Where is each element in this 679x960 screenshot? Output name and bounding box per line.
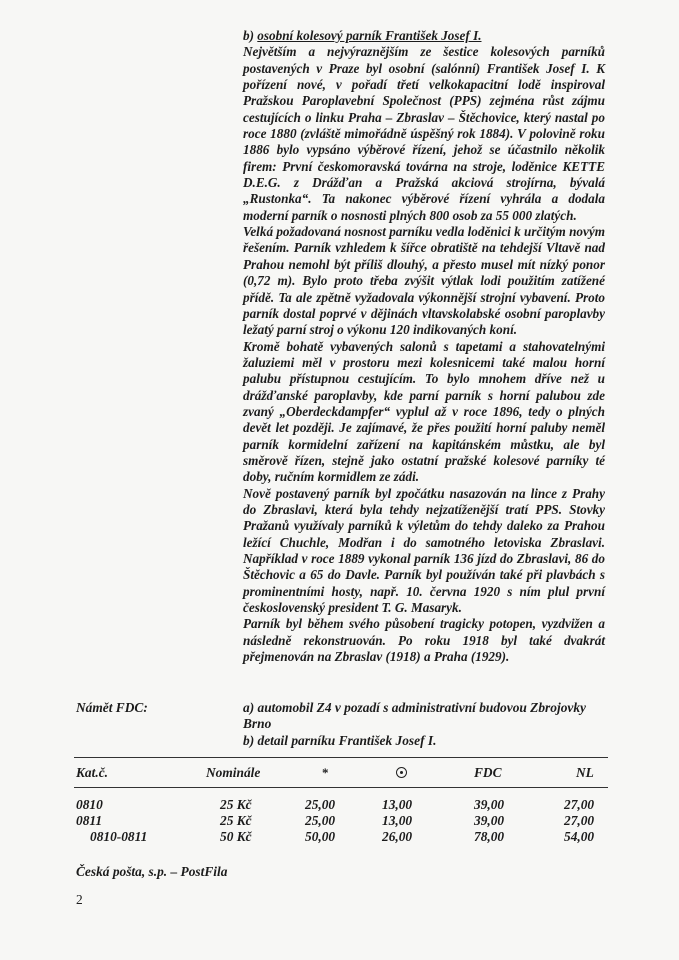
heading-prefix: b) [243,28,258,43]
cell-nominal: 25 Kč [220,813,252,828]
cell-used: 26,00 [382,829,413,844]
cell-nominal: 25 Kč [220,797,252,812]
paragraph: Velká požadovaná nosnost parníku vedla loděnici k určitým novým řešením. Parník vzhledem k šířce obratiště na tehdejší Vltavě nad Prahou nemohl být příliš dlouhý, a přesto musel mít nízký ponor (0,72 m). Bylo proto třeba zvýšit výtlak lodi použitím zatížené přídě. Ta ale zpětně vyžadovala výkonnější strojní vybavení. Proto parník dostal poprvé v dějinách vltavskolabské osobní paroplavby ležatý parní stroj o výkonu 120 indikovaných koní. [243,224,605,338]
table-top-rule [74,757,608,758]
cell-mint: 25,00 [305,797,336,812]
page-number: 2 [76,892,83,907]
cell-fdc: 39,00 [474,813,505,828]
mint-stamp-icon: * [322,765,329,780]
cell-cat: 0810-0811 [90,829,148,844]
table-header-rule [74,787,608,788]
cell-nominal: 50 Kč [220,829,252,844]
header-cat: Kat.č. [76,765,108,780]
footer-publisher [76,864,227,880]
cell-nl: 27,00 [564,797,595,812]
table-row [76,813,608,829]
paragraph: Nově postavený parník byl zpočátku nasazován na lince z Prahy do Zbraslavi, která byla tehdy nejzatíženější tratí PPS. Stovky Pražanů využívaly parníků k výletům do tehdy daleko za Prahou ležící Chuchle, Modřan i do samotného letoviska Zbraslavi. Například v roce 1889 vykonal parník 136 jízd do Zbraslavi, 86 do Štěchovic a 65 do Davle. Parník byl používán také při plavbách s prominentními hosty, např. 10. června 1920 s ním plul první československý president T. G. Masaryk. [243,485,605,616]
footer-dash: – [167,864,181,879]
header-nl: NL [576,765,594,780]
footer-brand: PostFila [180,864,228,879]
cell-nl: 27,00 [564,813,595,828]
cancelled-stamp-icon [396,765,407,781]
table-row [76,797,608,813]
heading-title: osobní kolesový parník František Josef I. [257,28,482,43]
footer-org: Česká pošta, s.p. [76,864,168,879]
header-nominal: Nominále [206,765,261,780]
header-fdc: FDC [474,765,502,780]
fdc-item: a) automobil Z4 v pozadí s administrativní budovou Zbrojovky Brno [243,700,586,732]
article-body [243,28,605,665]
cell-cat: 0810 [76,797,103,812]
cell-cat: 0811 [76,813,103,828]
cell-used: 13,00 [382,797,413,812]
cell-fdc: 78,00 [474,829,505,844]
cell-mint: 50,00 [305,829,336,844]
paragraph: Kromě bohatě vybavených salonů s tapetami a stahovatelnými žaluziemi měl v prostoru mezi kolesnicemi také malou horní palubu přístupnou cestujícím. To bylo mnohem dříve než u drážďanské paroplavby, kde parní parník s horní palubou zde zvaný „Oberdeckdampfer“ vyplul až v roce 1896, tedy o plných devět let později. Je zajímavé, že přes použití horní paluby neměl parník kormidelní zařízení na kapitánském můstku, ale byl směrově řízen, stejně jako ostatní pražské kolesové parníky té doby, ručním kormidlem ze zádi. [243,338,605,485]
fdc-label: Námět FDC: [76,700,148,715]
cell-nl: 54,00 [564,829,595,844]
table-header-row [76,765,608,783]
paragraph: Parník byl během svého působení tragicky potopen, vyzdvižen a následně rekonstruován. Po roku 1918 byl také dvakrát přejmenován na Zbraslav (1918) a Praha (1929). [243,616,605,665]
table-row [76,829,608,845]
fdc-items [243,700,605,749]
cell-mint: 25,00 [305,813,336,828]
cell-fdc: 39,00 [474,797,505,812]
cell-used: 13,00 [382,813,413,828]
paragraph: Největším a nejvýraznějším ze šestice kolesových parníků postavených v Praze byl osobní (salónní) František Josef I. K pořízení nové, v pořadí třetí velkokapacitní lodě inspiroval Pražskou Paroplavební Společnost (PPS) zejména růst zájmu cestujících o linku Praha – Zbraslav – Štěchovice, který nastal po roce 1880 (zvláště mimořádně úspěšný rok 1884). V polovině roku 1886 bylo vypsáno výběrové řízení, jehož se účastnilo několik firem: První českomoravská továrna na stroje, loděnice KETTE D.E.G. z Drážďan a Pražská akciová strojírna, bývalá „Rustonka“. Ta nakonec výběrové řízení vyhrála a dodala moderní parník o nosnosti plných 800 osob za 55 000 zlatých. [243,44,605,223]
fdc-item: b) detail parníku František Josef I. [243,732,437,748]
section-heading [243,28,605,44]
